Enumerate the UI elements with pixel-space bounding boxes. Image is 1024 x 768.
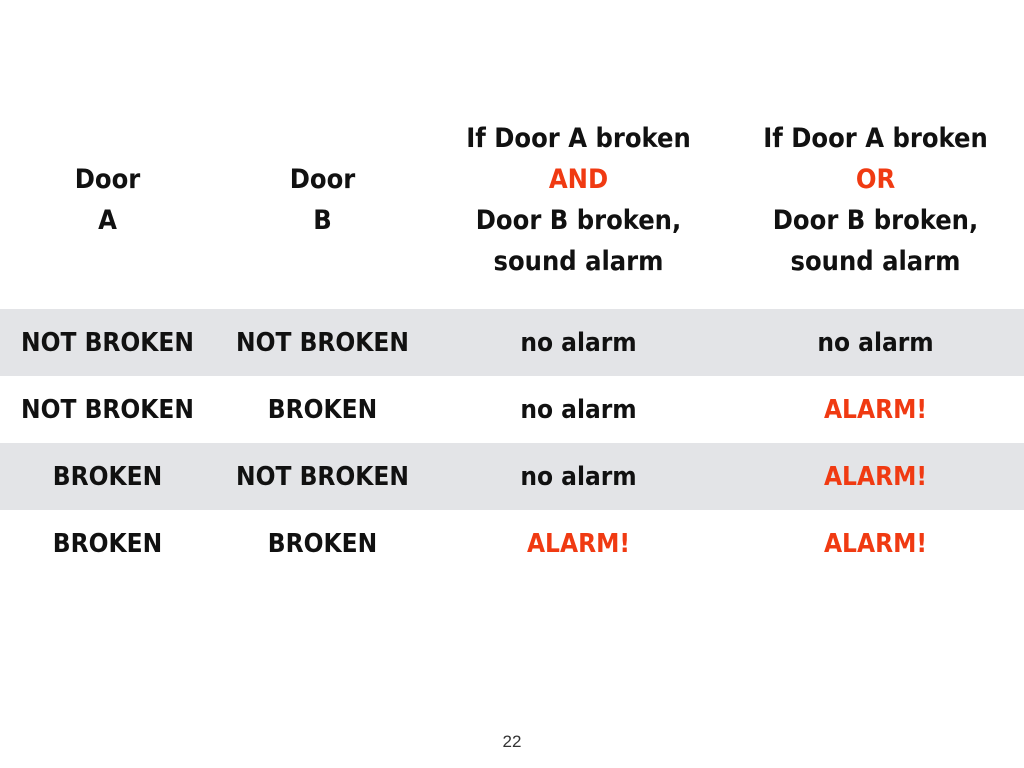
cell-and-result: no alarm — [520, 327, 637, 358]
cell-or-result: no alarm — [817, 327, 934, 358]
cell-door-a: NOT BROKEN — [21, 394, 194, 425]
cell-door-b: BROKEN — [267, 394, 378, 425]
header-line: Door — [289, 164, 356, 195]
header-line: sound alarm — [493, 246, 664, 277]
table-row — [0, 376, 1024, 443]
cell-or-result: ALARM! — [823, 461, 928, 492]
cell-or-result: ALARM! — [823, 528, 928, 559]
cell-door-a: NOT BROKEN — [21, 327, 194, 358]
header-operator-and: AND — [548, 164, 609, 195]
header-operator-or: OR — [855, 164, 896, 195]
header-line: B — [313, 205, 332, 236]
header-line: If Door A broken — [763, 123, 988, 154]
header-line: Door B broken, — [475, 205, 682, 236]
column-header-and-rule — [430, 110, 727, 290]
header-line: sound alarm — [790, 246, 961, 277]
cell-and-result: ALARM! — [526, 528, 631, 559]
column-header-door-b — [215, 110, 430, 290]
table-row — [0, 309, 1024, 376]
cell-and-result: no alarm — [520, 461, 637, 492]
column-header-door-a — [0, 110, 215, 290]
header-line: Door — [74, 164, 141, 195]
cell-door-b: BROKEN — [267, 528, 378, 559]
cell-door-a: BROKEN — [52, 528, 163, 559]
cell-door-b: NOT BROKEN — [236, 327, 409, 358]
header-line: A — [98, 205, 117, 236]
page-number: 22 — [502, 732, 522, 751]
header-line: Door B broken, — [772, 205, 979, 236]
column-header-or-rule — [727, 110, 1024, 290]
table-row — [0, 443, 1024, 510]
cell-door-a: BROKEN — [52, 461, 163, 492]
cell-and-result: no alarm — [520, 394, 637, 425]
header-line: If Door A broken — [466, 123, 691, 154]
table-row — [0, 510, 1024, 577]
cell-or-result: ALARM! — [823, 394, 928, 425]
cell-door-b: NOT BROKEN — [236, 461, 409, 492]
